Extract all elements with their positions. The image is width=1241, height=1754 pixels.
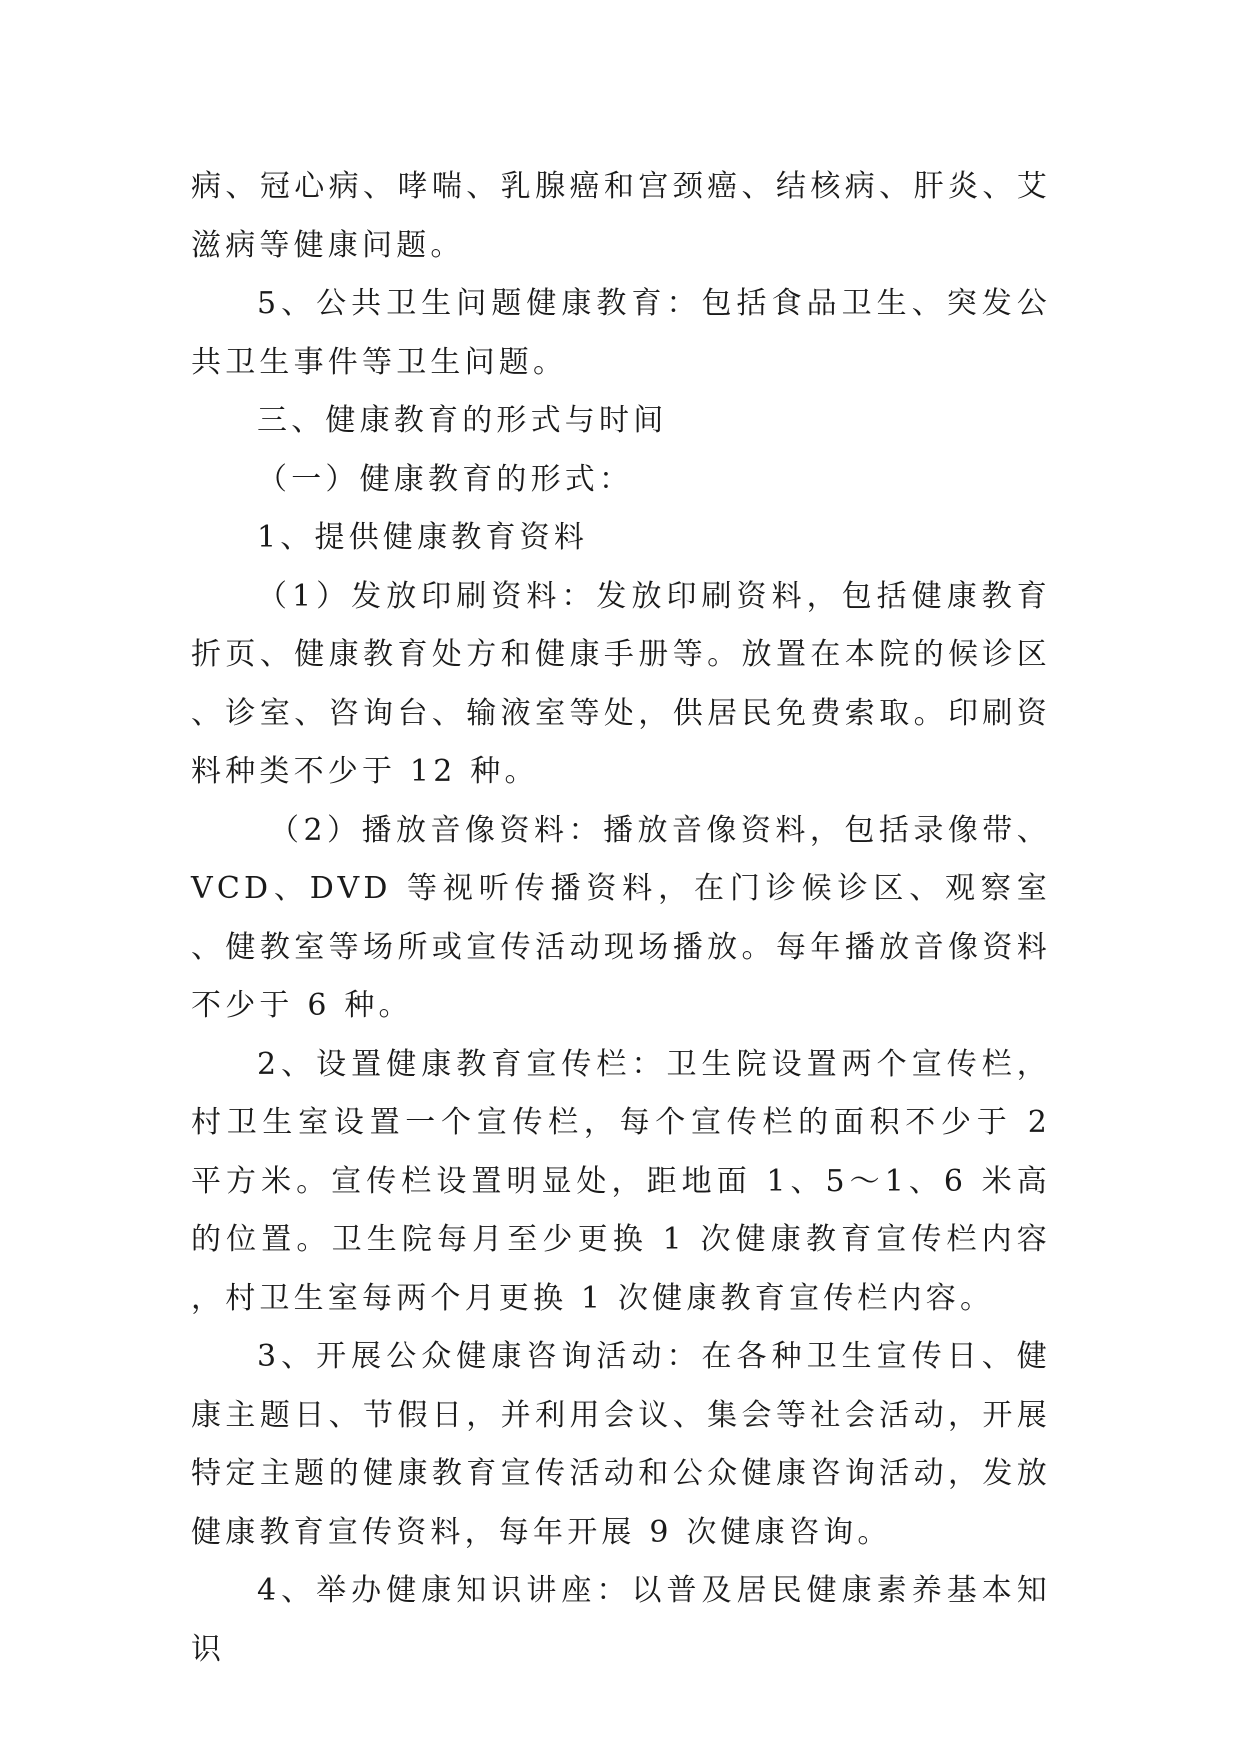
paragraph-printed-materials: （1）发放印刷资料：发放印刷资料，包括健康教育折页、健康教育处方和健康手册等。放置在本院的候诊区、诊室、咨询台、输液室等处，供居民免费索取。印刷资料种类不少于 12 种。 [191,578,1051,789]
paragraph-audio-video-materials: （2）播放音像资料：播放音像资料，包括录像带、VCD、DVD 等视听传播资料，在门诊候诊区、观察室、健教室等场所或宣传活动现场播放。每年播放音像资料不少于 6 种。 [191,812,1051,1023]
paragraph-public-health-education: 5、公共卫生问题健康教育：包括食品卫生、突发公共卫生事件等卫生问题。 [191,286,1051,380]
subsection-heading-forms: （一）健康教育的形式： [257,461,634,497]
item-heading-provide-materials: 1、提供健康教育资料 [257,520,589,555]
paragraph-bulletin-boards: 2、设置健康教育宣传栏：卫生院设置两个宣传栏，村卫生室设置一个宣传栏，每个宣传栏的面积不少于 2 平方米。宣传栏设置明显处，距地面 1、5～1、6 米高的位置。卫生院每月至少更换 1 次健康教育宣传栏内容，村卫生室每两个月更换 1 次健康教育宣传栏内容。 [191,1046,1051,1316]
document-body [191,158,1051,1679]
paragraph-public-consultation: 3、开展公众健康咨询活动：在各种卫生宣传日、健康主题日、节假日，并利用会议、集会等社会活动，开展特定主题的健康教育宣传活动和公众健康咨询活动，发放健康教育宣传资料，每年开展 9 次健康咨询。 [191,1339,1051,1550]
section-heading-forms-and-time: 三、健康教育的形式与时间 [257,403,668,438]
paragraph-disease-list-continued: 病、冠心病、哮喘、乳腺癌和宫颈癌、结核病、肝炎、艾滋病等健康问题。 [191,169,1051,263]
paragraph-health-lectures: 4、举办健康知识讲座：以普及居民健康素养基本知识 [191,1573,1051,1667]
